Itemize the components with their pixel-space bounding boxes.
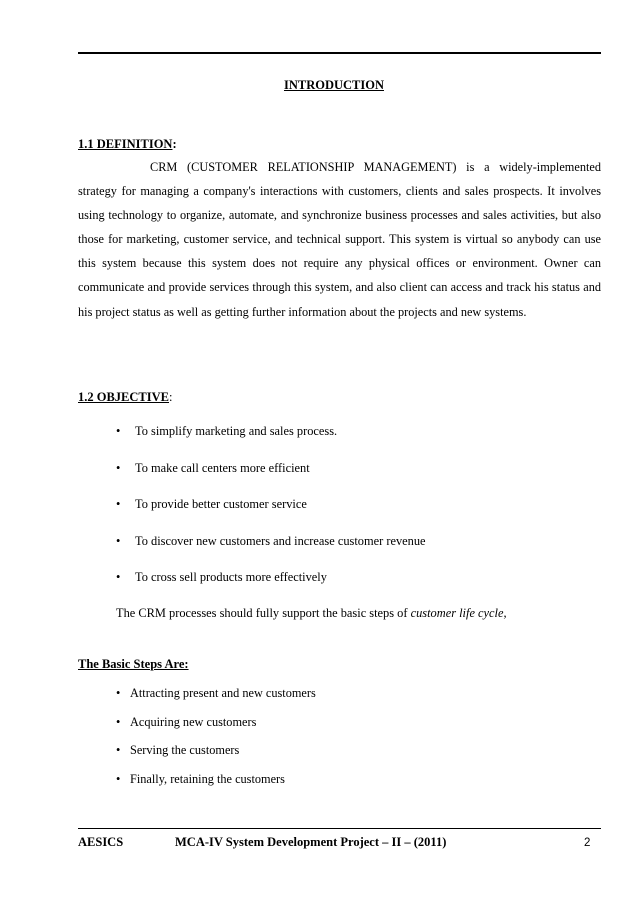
list-item: • To discover new customers and increase customer revenue bbox=[116, 533, 426, 548]
bullet-icon: • bbox=[116, 497, 121, 512]
list-item: • Acquiring new customers bbox=[116, 714, 257, 729]
definition-paragraph bbox=[78, 155, 601, 324]
list-item: • To simplify marketing and sales process. bbox=[116, 424, 338, 438]
basic-steps-list bbox=[116, 686, 316, 800]
footer-institution: AESICS bbox=[78, 835, 124, 849]
crm-note-italic: customer life cycle, bbox=[410, 606, 507, 620]
bullet-icon: • bbox=[116, 424, 121, 438]
crm-note: The CRM processes should fully support the basic steps of customer life cycle, bbox=[116, 606, 507, 620]
objective-heading bbox=[78, 390, 172, 405]
list-item: • To make call centers more efficient bbox=[116, 460, 310, 475]
objective-list bbox=[116, 424, 426, 607]
definition-heading-colon: : bbox=[172, 137, 177, 151]
page-title: INTRODUCTION bbox=[283, 78, 384, 92]
list-item: • Serving the customers bbox=[116, 743, 240, 757]
footer-project-title: MCA-IV System Development Project – II – (2011) bbox=[175, 835, 447, 849]
footer-rule bbox=[78, 828, 601, 829]
page-number: 2 bbox=[584, 837, 591, 849]
bullet-icon: • bbox=[116, 771, 121, 786]
bullet-icon: • bbox=[116, 460, 121, 475]
definition-heading-text: 1.1 DEFINITION bbox=[78, 137, 173, 151]
list-item: • To provide better customer service bbox=[116, 497, 307, 512]
bullet-icon: • bbox=[116, 714, 121, 729]
bullet-icon: • bbox=[116, 686, 121, 700]
list-item: • Finally, retaining the customers bbox=[116, 771, 285, 786]
bullet-icon: • bbox=[116, 533, 121, 548]
definition-paragraph-rest: strategy for managing a company's interactions with customers, clients and sales prospects. It involves using technology to organize, automate, and synchronize business processes and sales activities, but also those for marketing, customer service, and technical support. This system is virtual so anybody can use this system because this system does not require any physical offices or environment. Owner can communicate and provide services through this system, and also client can access and track his status and his project status as well as getting further information about the projects and new systems. bbox=[78, 184, 601, 319]
bullet-icon: • bbox=[116, 570, 121, 585]
objective-heading-text: 1.2 OBJECTIVE bbox=[78, 390, 169, 404]
definition-paragraph-first: CRM (CUSTOMER RELATIONSHIP MANAGEMENT) is a widely-implemented bbox=[150, 160, 601, 174]
list-item: • To cross sell products more effectively bbox=[116, 570, 327, 585]
header-rule bbox=[78, 52, 601, 54]
definition-heading bbox=[78, 137, 177, 152]
list-item: • Attracting present and new customers bbox=[116, 686, 316, 700]
basic-steps-heading: The Basic Steps Are: bbox=[78, 657, 189, 671]
bullet-icon: • bbox=[116, 743, 121, 757]
objective-heading-colon: : bbox=[169, 390, 173, 404]
